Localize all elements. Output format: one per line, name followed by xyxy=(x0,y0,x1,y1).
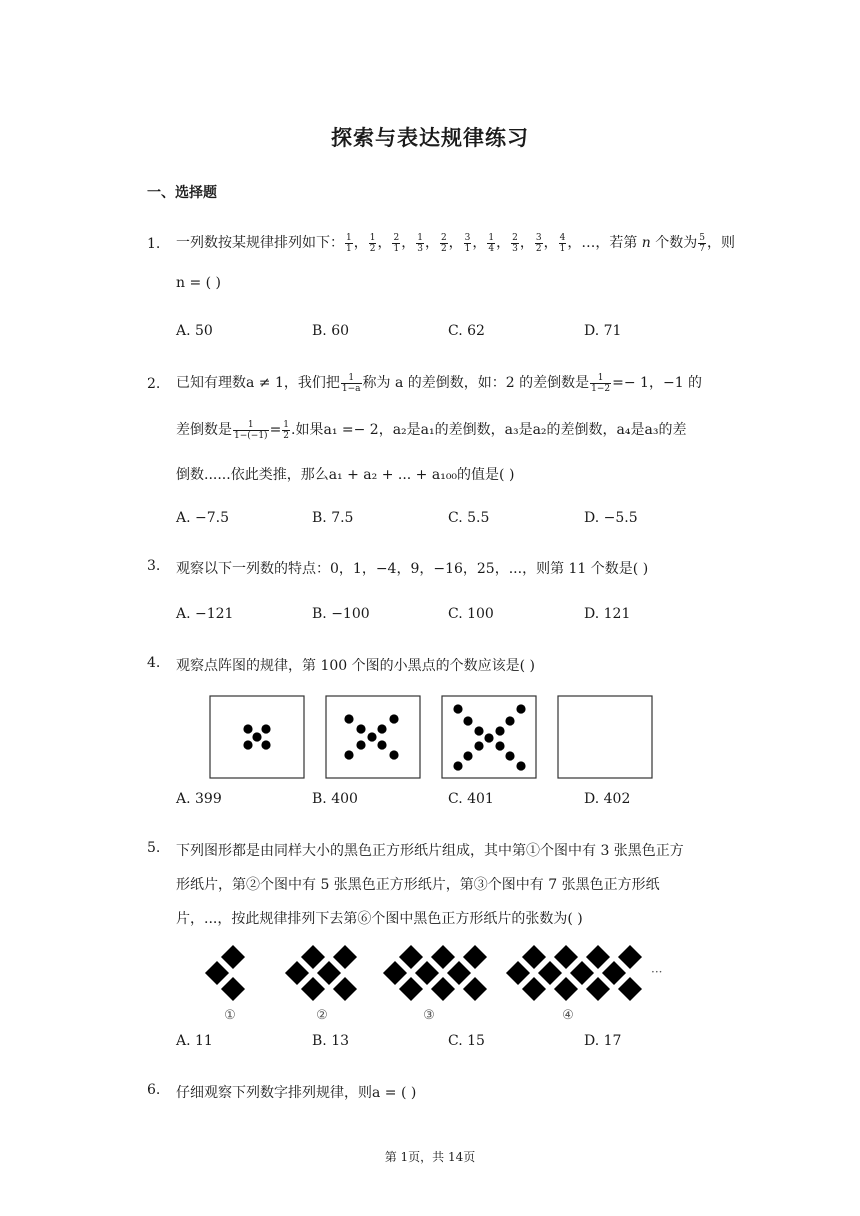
dot-panel-1 xyxy=(210,696,304,778)
option-a[interactable]: A. 11 xyxy=(176,1033,213,1049)
question-text xyxy=(176,372,702,394)
variable-n: n xyxy=(641,235,651,251)
dot-panel-2 xyxy=(326,696,420,778)
text-part: =− 1，−1 的 xyxy=(612,375,703,391)
option-a[interactable]: A. −7.5 xyxy=(176,510,230,526)
text-part: 称为 a 的差倒数，如：2 的差倒数是 xyxy=(362,375,590,391)
dot-panel-3 xyxy=(442,696,536,778)
option-b[interactable]: B. 13 xyxy=(312,1033,350,1049)
figure-label-3: ③ xyxy=(423,1008,435,1023)
square-figure-4 xyxy=(506,945,642,1001)
option-b[interactable]: B. −100 xyxy=(312,606,370,622)
figure-label-4: ④ xyxy=(562,1008,574,1023)
fraction: $\frac{1}{1-2}$ xyxy=(591,372,611,394)
square-figure-3 xyxy=(383,945,487,1001)
option-b[interactable]: B. 400 xyxy=(312,791,358,807)
option-b[interactable]: B. 7.5 xyxy=(312,510,354,526)
fraction: $\frac{1}{1-a}$ xyxy=(341,372,361,394)
option-c[interactable]: C. 5.5 xyxy=(448,510,490,526)
question-text-line3: 倒数......依此类推，那么a₁ + a₂ + ... + a₁₀₀的值是( ) xyxy=(176,467,515,483)
question-number: 1. xyxy=(147,236,161,252)
figure-label-1: ① xyxy=(224,1008,236,1023)
question-text: 观察点阵图的规律，第 100 个图的小黑点的个数应该是( ) xyxy=(176,658,535,674)
question-text-line2: 形纸片，第②个图中有 5 张黑色正方形纸片，第③个图中有 7 张黑色正方形纸 xyxy=(176,877,660,893)
dot-panel-4-empty xyxy=(558,696,652,778)
question-post: ，则 xyxy=(707,235,736,251)
sequence-fraction: $\frac{1}{2}$ xyxy=(369,232,376,254)
option-b[interactable]: B. 60 xyxy=(312,323,350,339)
figure-label-2: ② xyxy=(316,1008,328,1023)
square-figure-1 xyxy=(205,945,245,1001)
square-pattern-figure xyxy=(196,940,666,1026)
figure-ellipsis: ··· xyxy=(651,965,663,979)
fraction: $\frac{1}{2}$ xyxy=(283,419,290,441)
dot-pattern-figure xyxy=(208,694,658,782)
option-a[interactable]: A. 399 xyxy=(176,791,222,807)
question-prefix: 一列数按某规律排列如下： xyxy=(176,235,344,251)
sequence-fraction: $\frac{1}{1}$ xyxy=(346,232,352,254)
question-number: 3. xyxy=(147,558,161,574)
fraction: $\frac{1}{1-(-1)}$ xyxy=(234,419,268,441)
question-text-line2: n = ( ) xyxy=(176,275,222,291)
question-mid2: 个数为 xyxy=(655,235,698,251)
square-figure-2 xyxy=(285,945,357,1001)
question-text: 仔细观察下列数字排列规律，则a = ( ) xyxy=(176,1085,417,1101)
fraction-sequence: $\frac{1}{1}$ ， $\frac{1}{2}$ ， $\frac{2}{1}$ ， $\frac{1}{3}$ ， $\frac{2}{2}$ ， $\frac{3}{1}$ ， $\frac{1}{4}$ ， $\frac{2}{3}$ ， $\frac{3}{2}$ ， $\frac{4}{1}$ xyxy=(346,232,566,254)
question-mid: ，…，若第 xyxy=(567,235,638,251)
sequence-fraction: $\frac{2}{2}$ xyxy=(440,232,447,254)
page-title: 探索与表达规律练习 xyxy=(331,125,529,150)
text-part: 已知有理数a ≠ 1，我们把 xyxy=(176,375,340,391)
question-text-line2 xyxy=(176,419,686,441)
section-heading: 一、选择题 xyxy=(147,185,217,201)
sequence-fraction: $\frac{4}{1}$ xyxy=(559,232,566,254)
text-part: .如果a₁ =− 2，a₂是a₁的差倒数，a₃是a₂的差倒数，a₄是a₃的差 xyxy=(291,422,687,438)
option-d[interactable]: D. −5.5 xyxy=(584,510,638,526)
question-number: 6. xyxy=(147,1082,161,1098)
option-d[interactable]: D. 402 xyxy=(584,791,631,807)
target-fraction: $\frac{5}{7}$ xyxy=(699,232,706,254)
sequence-fraction: $\frac{3}{2}$ xyxy=(535,232,542,254)
page-footer: 第 1页，共 14页 xyxy=(384,1150,476,1164)
option-c[interactable]: C. 15 xyxy=(448,1033,485,1049)
option-d[interactable]: D. 17 xyxy=(584,1033,622,1049)
question-text: 观察以下一列数的特点：0，1，−4，9，−16，25，...，则第 11 个数是( ) xyxy=(176,561,649,577)
question-text-line3: 片，...，按此规律排列下去第⑥个图中黑色正方形纸片的张数为( ) xyxy=(176,911,583,927)
option-a[interactable]: A. −121 xyxy=(176,606,234,622)
sequence-fraction: $\frac{2}{1}$ xyxy=(393,232,400,254)
option-d[interactable]: D. 71 xyxy=(584,323,622,339)
option-c[interactable]: C. 100 xyxy=(448,606,494,622)
text-part: = xyxy=(269,422,282,438)
question-number: 4. xyxy=(147,655,161,671)
text-part: 差倒数是 xyxy=(176,422,232,438)
sequence-fraction: $\frac{3}{1}$ xyxy=(464,232,471,254)
question-text xyxy=(176,232,735,254)
option-a[interactable]: A. 50 xyxy=(176,323,213,339)
sequence-fraction: $\frac{1}{3}$ xyxy=(417,232,423,254)
sequence-fraction: $\frac{2}{3}$ xyxy=(512,232,518,254)
option-c[interactable]: C. 62 xyxy=(448,323,485,339)
question-number: 5. xyxy=(147,840,161,856)
question-text: 下列图形都是由同样大小的黑色正方形纸片组成，其中第①个图中有 3 张黑色正方 xyxy=(176,843,684,859)
option-c[interactable]: C. 401 xyxy=(448,791,494,807)
sequence-fraction: $\frac{1}{4}$ xyxy=(488,232,495,254)
question-number: 2. xyxy=(147,376,161,392)
option-d[interactable]: D. 121 xyxy=(584,606,631,622)
